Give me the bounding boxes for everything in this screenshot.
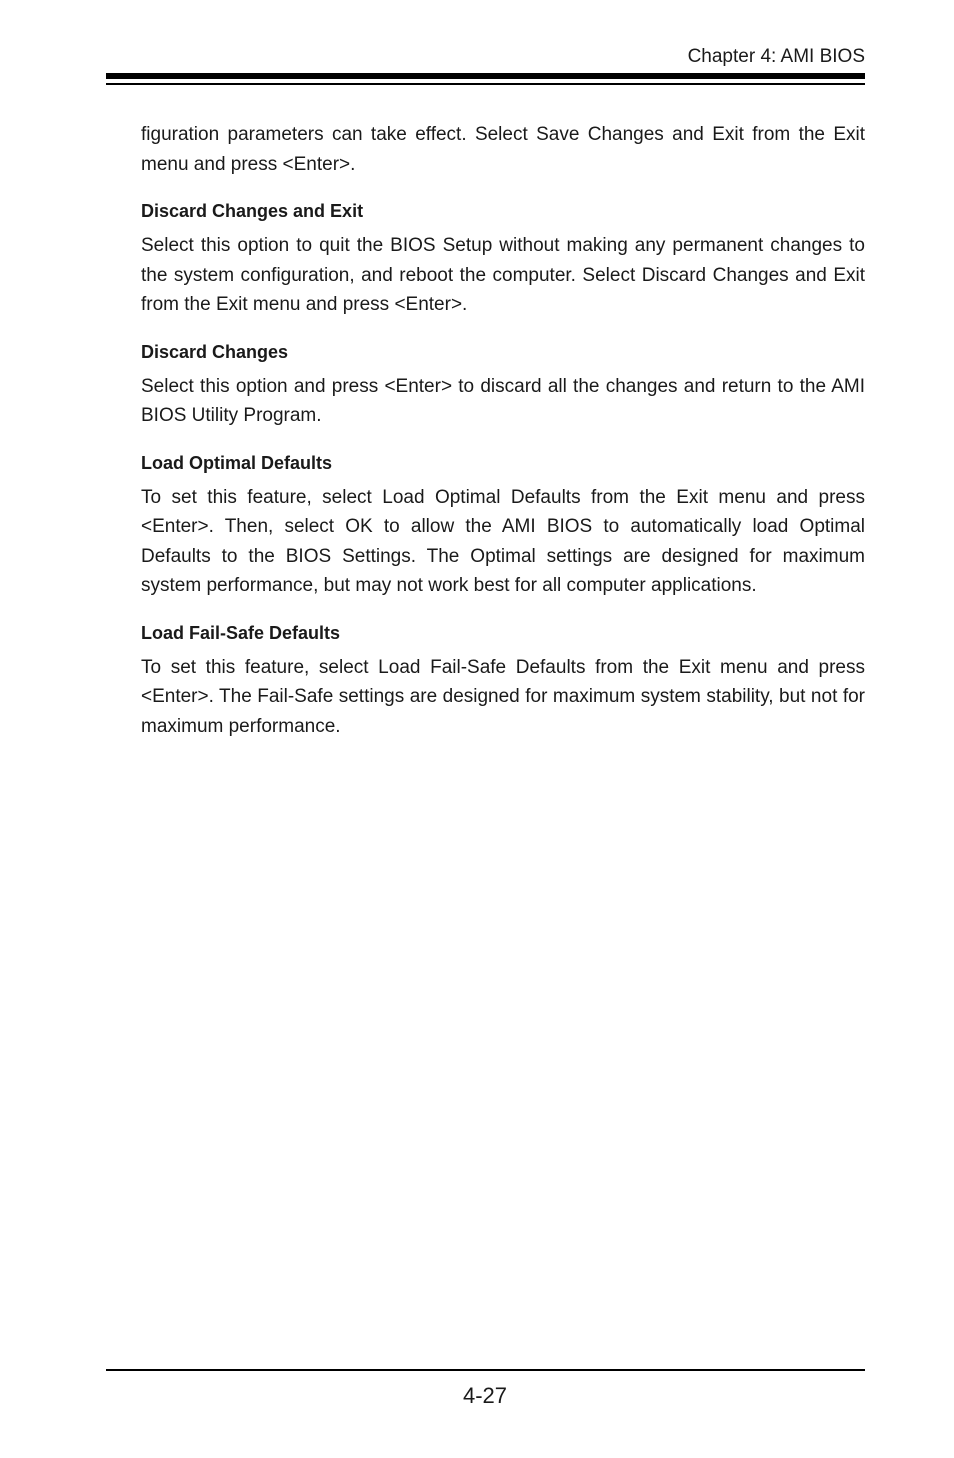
heading-load-fail-safe-defaults: Load Fail-Safe Defaults (141, 622, 341, 643)
header-rule-thin (106, 83, 865, 85)
intro-paragraph: figuration parameters can take effect. Select Save Changes and Exit from the Exit menu and press <Enter>. (141, 124, 865, 175)
paragraph-load-fail-safe-defaults: To set this feature, select Load Fail-Safe Defaults from the Exit menu and press <Enter>. The Fail-Safe settings are designed for maximum system stability, but not for maximum performance. (141, 656, 865, 737)
heading-discard-changes: Discard Changes (141, 341, 289, 362)
paragraph-load-optimal-defaults: To set this feature, select Load Optimal Defaults from the Exit menu and press <Enter>. Then, select OK to allow the AMI BIOS to automatically load Optimal Defaults to the BIOS Settings. The Optimal settings are designed for maximum system performance, but may not work best for all computer applications. (141, 486, 865, 596)
running-header-chapter: Chapter 4: AMI BIOS (687, 46, 865, 67)
paragraph-discard-changes-and-exit: Select this option to quit the BIOS Setup without making any permanent changes to the system configuration, and reboot the computer. Select Discard Changes and Exit from the Exit menu and press <Enter>. (141, 235, 865, 315)
page-number: 4-27 (462, 1383, 508, 1408)
footer-rule (106, 1369, 865, 1371)
header-rule-thick (106, 73, 865, 79)
page-body (141, 120, 865, 741)
heading-load-optimal-defaults: Load Optimal Defaults (141, 452, 333, 473)
heading-discard-changes-and-exit: Discard Changes and Exit (141, 201, 364, 221)
paragraph-discard-changes: Select this option and press <Enter> to discard all the changes and return to the AMI BIOS Utility Program. (141, 375, 865, 426)
